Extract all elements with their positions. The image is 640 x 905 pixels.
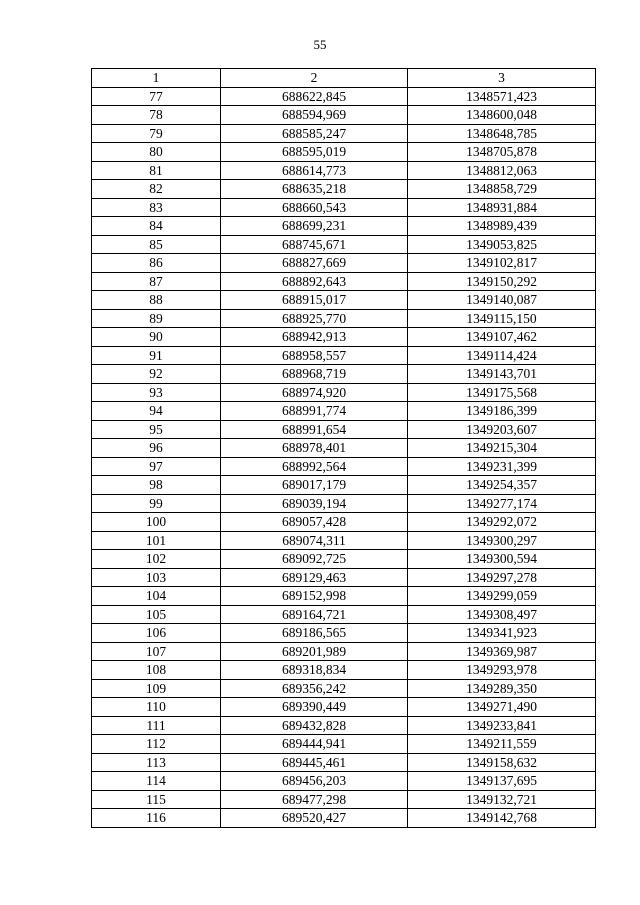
y-coordinate-cell: 1349150,292 (408, 272, 596, 291)
x-coordinate-cell: 688699,231 (221, 217, 408, 236)
point-number-cell: 114 (92, 772, 221, 791)
x-coordinate-cell: 688968,719 (221, 365, 408, 384)
point-number-cell: 84 (92, 217, 221, 236)
table-row (92, 365, 596, 384)
y-coordinate-cell: 1348989,439 (408, 217, 596, 236)
table-row (92, 328, 596, 347)
y-coordinate-cell: 1348571,423 (408, 87, 596, 106)
y-coordinate-cell: 1349186,399 (408, 402, 596, 421)
point-number-cell: 89 (92, 309, 221, 328)
x-coordinate-cell: 688942,913 (221, 328, 408, 347)
table-row (92, 439, 596, 458)
x-coordinate-cell: 688594,969 (221, 106, 408, 125)
table-row (92, 605, 596, 624)
y-coordinate-cell: 1349142,768 (408, 809, 596, 828)
point-number-cell: 85 (92, 235, 221, 254)
point-number-cell: 86 (92, 254, 221, 273)
y-coordinate-cell: 1349277,174 (408, 494, 596, 513)
point-number-cell: 112 (92, 735, 221, 754)
table-row (92, 346, 596, 365)
table-row (92, 753, 596, 772)
x-coordinate-cell: 689390,449 (221, 698, 408, 717)
table-row (92, 568, 596, 587)
y-coordinate-cell: 1349308,497 (408, 605, 596, 624)
table-row (92, 494, 596, 513)
y-coordinate-cell: 1349300,297 (408, 531, 596, 550)
table-row (92, 254, 596, 273)
y-coordinate-cell: 1348648,785 (408, 124, 596, 143)
y-coordinate-cell: 1349215,304 (408, 439, 596, 458)
point-number-cell: 93 (92, 383, 221, 402)
table-row (92, 735, 596, 754)
x-coordinate-cell: 688585,247 (221, 124, 408, 143)
coordinates-table (91, 68, 596, 828)
table-row (92, 457, 596, 476)
y-coordinate-cell: 1349254,357 (408, 476, 596, 495)
point-number-cell: 109 (92, 679, 221, 698)
table-row (92, 550, 596, 569)
y-coordinate-cell: 1349293,978 (408, 661, 596, 680)
column-header: 2 (221, 69, 408, 88)
y-coordinate-cell: 1349102,817 (408, 254, 596, 273)
x-coordinate-cell: 688974,920 (221, 383, 408, 402)
table-row (92, 513, 596, 532)
y-coordinate-cell: 1349158,632 (408, 753, 596, 772)
point-number-cell: 106 (92, 624, 221, 643)
point-number-cell: 95 (92, 420, 221, 439)
x-coordinate-cell: 689074,311 (221, 531, 408, 550)
point-number-cell: 99 (92, 494, 221, 513)
x-coordinate-cell: 688892,643 (221, 272, 408, 291)
x-coordinate-cell: 688915,017 (221, 291, 408, 310)
x-coordinate-cell: 689356,242 (221, 679, 408, 698)
point-number-cell: 98 (92, 476, 221, 495)
x-coordinate-cell: 688622,845 (221, 87, 408, 106)
y-coordinate-cell: 1349053,825 (408, 235, 596, 254)
table-row (92, 420, 596, 439)
y-coordinate-cell: 1349369,987 (408, 642, 596, 661)
y-coordinate-cell: 1348600,048 (408, 106, 596, 125)
point-number-cell: 101 (92, 531, 221, 550)
table-row (92, 87, 596, 106)
x-coordinate-cell: 688595,019 (221, 143, 408, 162)
x-coordinate-cell: 689432,828 (221, 716, 408, 735)
point-number-cell: 116 (92, 809, 221, 828)
point-number-cell: 108 (92, 661, 221, 680)
x-coordinate-cell: 689444,941 (221, 735, 408, 754)
table-row (92, 531, 596, 550)
y-coordinate-cell: 1349341,923 (408, 624, 596, 643)
y-coordinate-cell: 1348858,729 (408, 180, 596, 199)
point-number-cell: 92 (92, 365, 221, 384)
point-number-cell: 97 (92, 457, 221, 476)
column-header: 1 (92, 69, 221, 88)
table-row (92, 624, 596, 643)
point-number-cell: 104 (92, 587, 221, 606)
x-coordinate-cell: 688745,671 (221, 235, 408, 254)
point-number-cell: 91 (92, 346, 221, 365)
x-coordinate-cell: 689092,725 (221, 550, 408, 569)
x-coordinate-cell: 689456,203 (221, 772, 408, 791)
table-row (92, 809, 596, 828)
column-header: 3 (408, 69, 596, 88)
point-number-cell: 81 (92, 161, 221, 180)
point-number-cell: 87 (92, 272, 221, 291)
table-row (92, 476, 596, 495)
y-coordinate-cell: 1349300,594 (408, 550, 596, 569)
table-row (92, 198, 596, 217)
table-row (92, 790, 596, 809)
y-coordinate-cell: 1349231,399 (408, 457, 596, 476)
table-row (92, 106, 596, 125)
table-header-row (92, 69, 596, 88)
y-coordinate-cell: 1349132,721 (408, 790, 596, 809)
x-coordinate-cell: 688827,669 (221, 254, 408, 273)
table-row (92, 716, 596, 735)
y-coordinate-cell: 1348812,063 (408, 161, 596, 180)
y-coordinate-cell: 1349292,072 (408, 513, 596, 532)
point-number-cell: 113 (92, 753, 221, 772)
point-number-cell: 103 (92, 568, 221, 587)
table-row (92, 383, 596, 402)
table-row (92, 235, 596, 254)
x-coordinate-cell: 688958,557 (221, 346, 408, 365)
point-number-cell: 82 (92, 180, 221, 199)
table-row (92, 217, 596, 236)
x-coordinate-cell: 688635,218 (221, 180, 408, 199)
x-coordinate-cell: 689318,834 (221, 661, 408, 680)
table-row (92, 587, 596, 606)
x-coordinate-cell: 689186,565 (221, 624, 408, 643)
x-coordinate-cell: 688992,564 (221, 457, 408, 476)
x-coordinate-cell: 689201,989 (221, 642, 408, 661)
y-coordinate-cell: 1348705,878 (408, 143, 596, 162)
y-coordinate-cell: 1349297,278 (408, 568, 596, 587)
table-row (92, 772, 596, 791)
table-row (92, 143, 596, 162)
table-row (92, 272, 596, 291)
y-coordinate-cell: 1349114,424 (408, 346, 596, 365)
y-coordinate-cell: 1349137,695 (408, 772, 596, 791)
table-row (92, 309, 596, 328)
point-number-cell: 79 (92, 124, 221, 143)
table-row (92, 642, 596, 661)
x-coordinate-cell: 688978,401 (221, 439, 408, 458)
x-coordinate-cell: 689152,998 (221, 587, 408, 606)
point-number-cell: 100 (92, 513, 221, 532)
point-number-cell: 107 (92, 642, 221, 661)
x-coordinate-cell: 689057,428 (221, 513, 408, 532)
point-number-cell: 94 (92, 402, 221, 421)
table-row (92, 180, 596, 199)
point-number-cell: 90 (92, 328, 221, 347)
point-number-cell: 80 (92, 143, 221, 162)
x-coordinate-cell: 689164,721 (221, 605, 408, 624)
x-coordinate-cell: 689039,194 (221, 494, 408, 513)
point-number-cell: 83 (92, 198, 221, 217)
x-coordinate-cell: 689017,179 (221, 476, 408, 495)
y-coordinate-cell: 1349175,568 (408, 383, 596, 402)
y-coordinate-cell: 1349143,701 (408, 365, 596, 384)
point-number-cell: 96 (92, 439, 221, 458)
y-coordinate-cell: 1349107,462 (408, 328, 596, 347)
y-coordinate-cell: 1349115,150 (408, 309, 596, 328)
x-coordinate-cell: 688614,773 (221, 161, 408, 180)
y-coordinate-cell: 1349233,841 (408, 716, 596, 735)
y-coordinate-cell: 1349271,490 (408, 698, 596, 717)
x-coordinate-cell: 688925,770 (221, 309, 408, 328)
x-coordinate-cell: 688991,774 (221, 402, 408, 421)
table-body (92, 87, 596, 827)
table-row (92, 679, 596, 698)
point-number-cell: 105 (92, 605, 221, 624)
point-number-cell: 111 (92, 716, 221, 735)
table-row (92, 661, 596, 680)
y-coordinate-cell: 1349140,087 (408, 291, 596, 310)
table-row (92, 291, 596, 310)
point-number-cell: 88 (92, 291, 221, 310)
y-coordinate-cell: 1348931,884 (408, 198, 596, 217)
y-coordinate-cell: 1349299,059 (408, 587, 596, 606)
x-coordinate-cell: 689445,461 (221, 753, 408, 772)
point-number-cell: 102 (92, 550, 221, 569)
y-coordinate-cell: 1349289,350 (408, 679, 596, 698)
point-number-cell: 115 (92, 790, 221, 809)
page-number: 55 (313, 37, 327, 52)
x-coordinate-cell: 689477,298 (221, 790, 408, 809)
table-row (92, 698, 596, 717)
y-coordinate-cell: 1349203,607 (408, 420, 596, 439)
point-number-cell: 110 (92, 698, 221, 717)
point-number-cell: 78 (92, 106, 221, 125)
table-row (92, 402, 596, 421)
table-row (92, 124, 596, 143)
x-coordinate-cell: 689129,463 (221, 568, 408, 587)
x-coordinate-cell: 688660,543 (221, 198, 408, 217)
point-number-cell: 77 (92, 87, 221, 106)
y-coordinate-cell: 1349211,559 (408, 735, 596, 754)
table-row (92, 161, 596, 180)
x-coordinate-cell: 689520,427 (221, 809, 408, 828)
x-coordinate-cell: 688991,654 (221, 420, 408, 439)
